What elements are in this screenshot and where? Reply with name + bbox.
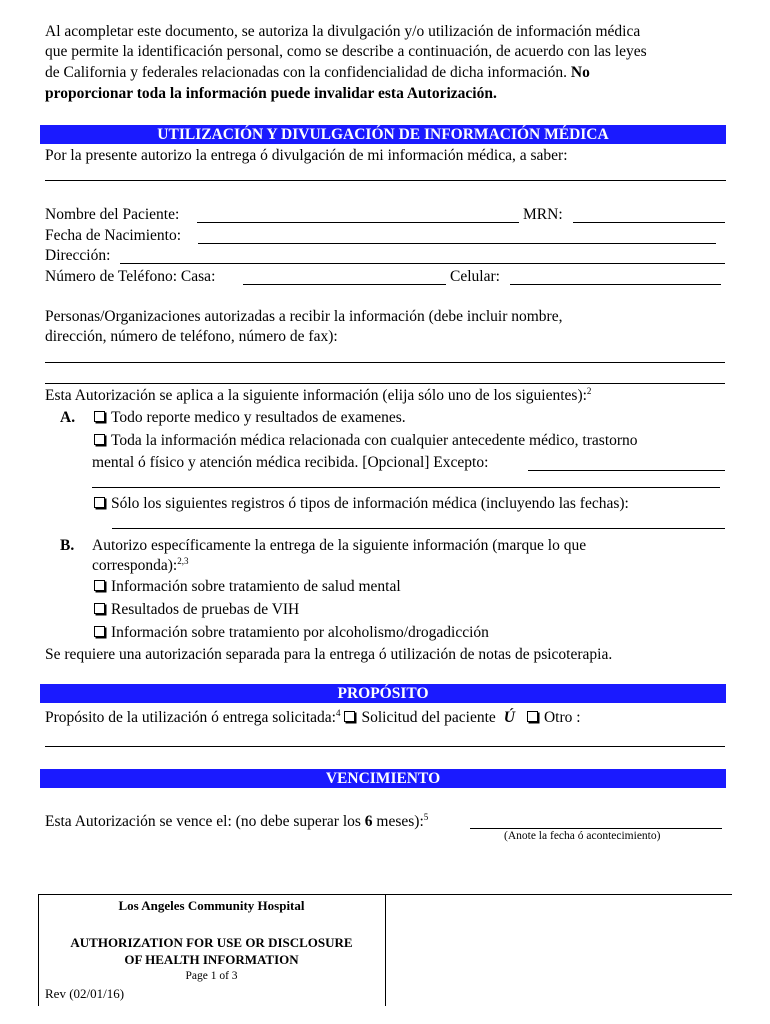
applies-to-text: Esta Autorización se aplica a la siguiente información (elija sólo uno de los siguientes): (45, 387, 587, 404)
option-b-substance-text: Información sobre tratamiento por alcoholismo/drogadicción (111, 624, 489, 641)
separator-glyph: Ú (503, 709, 515, 726)
checkbox-icon[interactable] (94, 603, 105, 614)
cell-phone-label: Celular: (450, 268, 500, 285)
recipients-field-1[interactable] (45, 362, 725, 363)
option-b-intro-text: corresponda): (92, 557, 178, 574)
intro-line-1: Al acompletar este documento, se autoriza la divulgación y/o utilización de información médica (45, 23, 641, 40)
expiration-label (45, 812, 428, 832)
mrn-field[interactable] (573, 222, 725, 223)
option-b-hiv[interactable] (92, 600, 299, 620)
footnote-ref-2-3: 2,3 (177, 555, 189, 566)
recipients-label-line-2: dirección, número de teléfono, número de fax): (45, 328, 338, 345)
option-a-all-records[interactable] (92, 408, 406, 428)
purpose-row (45, 708, 581, 728)
option-a-specific-records[interactable] (92, 494, 629, 514)
intro-line-2: que permite la identificación personal, como se describe a continuación, de acuerdo con las leyes (45, 43, 647, 60)
checkbox-icon[interactable] (94, 626, 105, 637)
home-phone-field[interactable] (243, 284, 446, 285)
option-b-intro-line-2 (92, 556, 188, 576)
checkbox-icon[interactable] (527, 711, 538, 722)
dob-label: Fecha de Nacimiento: (45, 227, 182, 244)
option-a-specific-records-text: Sólo los siguientes registros ó tipos de información médica (incluyendo las fechas): (111, 495, 629, 512)
form-title-line-1: AUTHORIZATION FOR USE OR DISCLOSURE (70, 935, 353, 950)
option-b-hiv-text: Resultados de pruebas de VIH (111, 601, 300, 618)
info-description-line[interactable] (45, 180, 726, 181)
option-a-all-info[interactable] (92, 431, 638, 451)
purpose-label: Propósito de la utilización ó entrega solicitada: (45, 709, 336, 726)
expiration-date-hint: (Anote la fecha ó acontecimiento) (504, 830, 661, 842)
option-b-label: B. (60, 537, 75, 554)
expiration-date-field[interactable] (470, 828, 722, 829)
option-b-intro-line-1: Autorizo específicamente la entrega de la siguiente información (marque lo que (92, 537, 587, 554)
hospital-name: Los Angeles Community Hospital (118, 898, 305, 913)
purpose-other: Otro : (543, 709, 581, 726)
expiration-months: 6 (364, 813, 373, 830)
section-header-use-disclosure: UTILIZACIÓN Y DIVULGACIÓN DE INFORMACIÓN MÉDICA (40, 125, 726, 144)
purpose-other-field[interactable] (45, 746, 725, 747)
dob-field[interactable] (198, 243, 716, 244)
footnote-ref-2: 2 (586, 385, 592, 396)
intro-line-3-text: de California y federales relacionadas con la confidencialidad de dicha información. (45, 64, 571, 81)
specific-records-field[interactable] (112, 528, 725, 529)
page-number: Page 1 of 3 (185, 970, 238, 982)
checkbox-icon[interactable] (344, 711, 355, 722)
address-field[interactable] (120, 263, 725, 264)
patient-name-field[interactable] (197, 222, 519, 223)
option-a-label: A. (60, 409, 76, 426)
patient-name-label: Nombre del Paciente: (45, 206, 180, 223)
intro-line-3-bold: No (570, 64, 590, 81)
psychotherapy-note: Se requiere una autorización separada para la entrega ó utilización de notas de psicoterapia. (45, 646, 613, 663)
checkbox-icon[interactable] (94, 580, 105, 591)
option-a-all-info-text: Toda la información médica relacionada con cualquier antecedente médico, trastorno (111, 432, 638, 449)
footer-divider (385, 894, 386, 1006)
exception-field[interactable] (528, 470, 725, 471)
checkbox-icon[interactable] (94, 497, 105, 508)
intro-line-3 (45, 63, 590, 83)
exception-field-continued[interactable] (92, 487, 720, 488)
section-header-purpose: PROPÓSITO (40, 684, 726, 703)
form-title-line-2: OF HEALTH INFORMATION (124, 952, 299, 967)
expiration-text-c: meses): (372, 813, 424, 830)
intro-line-4: proporcionar toda la información puede invalidar esta Autorización. (45, 85, 497, 102)
cell-phone-field[interactable] (510, 284, 721, 285)
section-header-expiration: VENCIMIENTO (40, 769, 726, 788)
option-b-mental-health-text: Información sobre tratamiento de salud mental (111, 578, 401, 595)
footnote-ref-4: 4 (335, 707, 341, 718)
option-a-all-info-line-2: mental ó físico y atención médica recibida. [Opcional] Excepto: (92, 454, 489, 471)
recipients-field-2[interactable] (45, 383, 725, 384)
address-label: Dirección: (45, 247, 111, 264)
option-b-mental-health[interactable] (92, 577, 401, 597)
footnote-ref-5: 5 (423, 811, 429, 822)
applies-to-label (45, 386, 591, 406)
option-b-substance[interactable] (92, 623, 489, 643)
checkbox-icon[interactable] (94, 411, 105, 422)
mrn-label: MRN: (523, 206, 563, 223)
expiration-text-a: Esta Autorización se vence el: (no debe superar los (45, 813, 365, 830)
authorize-intro: Por la presente autorizo la entrega ó divulgación de mi información médica, a saber: (45, 147, 568, 164)
purpose-patient-request: Solicitud del paciente (361, 709, 496, 726)
checkbox-icon[interactable] (94, 434, 105, 445)
recipients-label-line-1: Personas/Organizaciones autorizadas a recibir la información (debe incluir nombre, (45, 308, 563, 325)
revision-date: Rev (02/01/16) (45, 986, 125, 1001)
option-a-all-records-text: Todo reporte medico y resultados de examenes. (111, 409, 406, 426)
home-phone-label: Número de Teléfono: Casa: (45, 268, 216, 285)
